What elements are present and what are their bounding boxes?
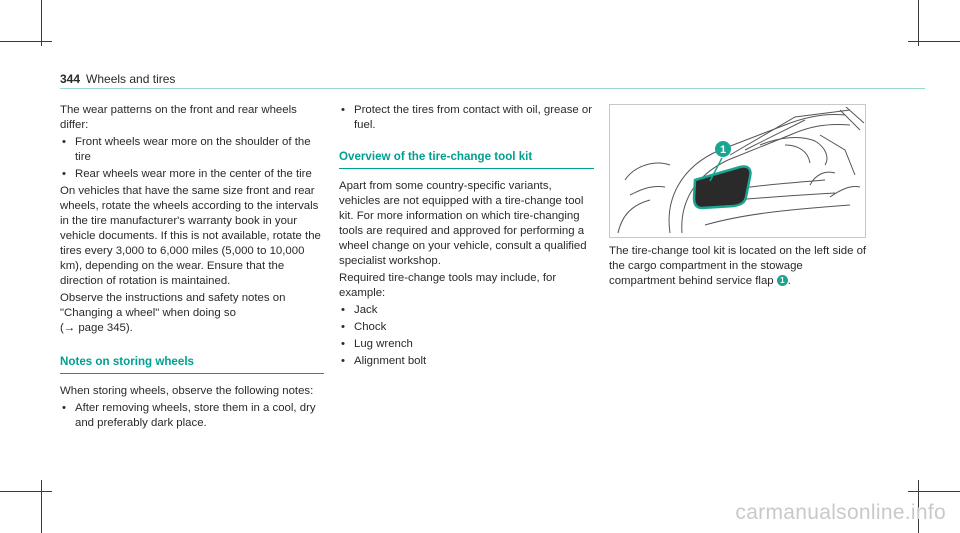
bullet-list [339, 303, 594, 369]
crop-mark [908, 491, 960, 492]
bullet-icon: • [341, 338, 345, 350]
callout-badge: 1 [777, 275, 788, 286]
bullet-icon: • [62, 168, 66, 180]
column-middle [339, 103, 594, 371]
cargo-compartment-drawing [610, 105, 865, 237]
callout-number: 1 [719, 144, 727, 156]
service-flap [694, 166, 751, 208]
crop-mark [908, 41, 960, 42]
paragraph: When storing wheels, observe the following notes: [60, 385, 314, 397]
paragraph: Required tire-change tools may include, for example: [339, 272, 557, 299]
crop-mark [0, 41, 52, 42]
section-rule [60, 373, 324, 374]
list-item: • Front wheels wear more on the shoulder of the tire [62, 136, 311, 163]
bullet-icon: • [341, 104, 345, 116]
watermark: carmanualsonline.info [735, 501, 946, 524]
list-item: • After removing wheels, store them in a cool, dry and preferably dark place. [62, 402, 316, 429]
bullet-icon: • [62, 402, 66, 414]
chapter-title: Wheels and tires [86, 72, 176, 86]
list-item: • Rear wheels wear more in the center of the tire [62, 168, 312, 180]
bullet-icon: • [341, 304, 345, 316]
list-item: • Lug wrench [341, 338, 413, 350]
bullet-icon: • [341, 321, 345, 333]
crop-mark [41, 480, 42, 533]
paragraph: Apart from some country-specific variants, vehicles are not equipped with a tire-change tool kit. For more information on which tire-changing tools are required and approved for performing a wheel change on your vehicle, consult a qualified specialist workshop. [339, 180, 587, 267]
bullet-icon: • [62, 136, 66, 148]
figure-caption: The tire-change tool kit is located on the left side of the cargo compartment in the stowage compartment behind service flap 1 . [609, 245, 867, 287]
bullet-list [339, 103, 594, 133]
list-item: • Jack [341, 304, 378, 316]
paragraph: Observe the instructions and safety notes on "Changing a wheel" when doing so (→ page 345). [60, 292, 286, 334]
column-right [609, 244, 871, 291]
paragraph: On vehicles that have the same size front and rear wheels, rotate the wheels according to the intervals in the tire manufacturer's warranty book in your vehicle documents. If this is not available, rotate the tires every 3,000 to 6,000 miles (5,000 to 10,000 km), depending on the wear. Ensure that the direction of rotation is maintained. [60, 185, 321, 287]
list-item: • Chock [341, 321, 387, 333]
header-rule [60, 88, 925, 89]
page-header [60, 72, 175, 86]
column-left [60, 103, 324, 433]
bullet-list [60, 401, 324, 431]
paragraph: The wear patterns on the front and rear wheels differ: [60, 104, 297, 131]
bullet-icon: • [341, 355, 345, 367]
section-title: Overview of the tire-change tool kit [339, 150, 533, 163]
list-item: • Protect the tires from contact with oil, grease or fuel. [341, 104, 593, 131]
cargo-compartment-illustration [609, 104, 866, 238]
crop-mark [918, 0, 919, 46]
section-rule [339, 168, 594, 169]
list-item: • Alignment bolt [341, 355, 427, 367]
page-number: 344 [60, 72, 81, 86]
bullet-list [60, 135, 324, 182]
section-title: Notes on storing wheels [60, 355, 194, 368]
page-reference-link[interactable]: (→ page 345). [60, 322, 133, 334]
crop-mark [0, 491, 52, 492]
crop-mark [41, 0, 42, 46]
